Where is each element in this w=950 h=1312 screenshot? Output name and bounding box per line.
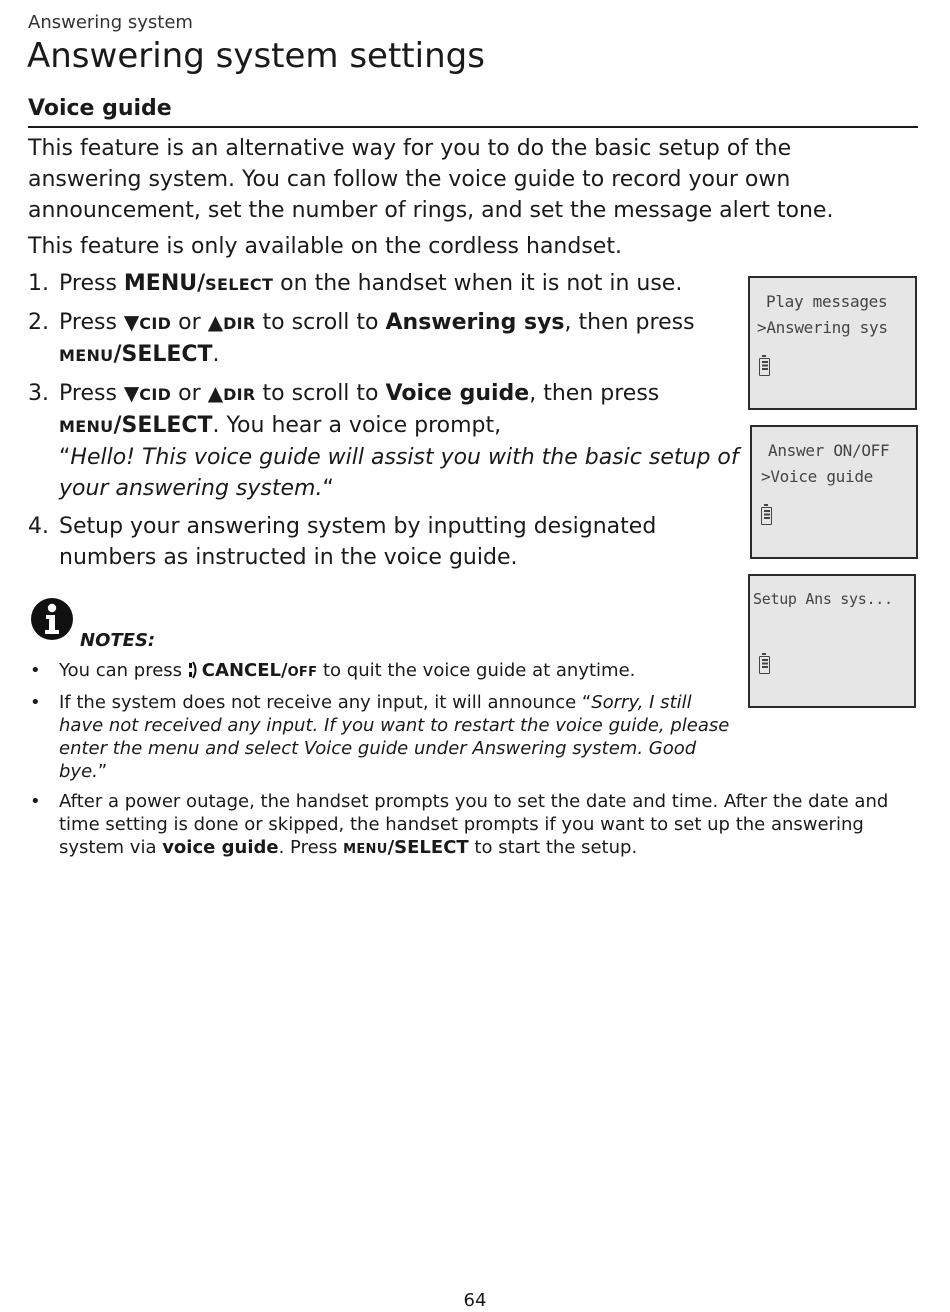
step-2 bbox=[28, 307, 748, 371]
step-text: Press bbox=[59, 381, 124, 406]
menu-key: MENU bbox=[59, 417, 114, 436]
step-text: , then press bbox=[529, 381, 660, 406]
step-text: Press bbox=[59, 271, 124, 296]
step-text: to scroll to bbox=[255, 381, 386, 406]
step-number: 2. bbox=[28, 310, 49, 335]
step-number: 3. bbox=[28, 381, 49, 406]
step-text: Setup your answering system by inputting designated numbers as instructed in the voice guide. bbox=[59, 514, 657, 570]
note-text: After a power outage, the handset prompts you to set the date and time. After the date and time setting is done or skipped, the handset prompts if you want to set up the answering system via bbox=[59, 791, 889, 858]
notes-label: NOTES: bbox=[80, 630, 156, 651]
bullet: • bbox=[30, 660, 41, 681]
handset-screen-2 bbox=[750, 425, 918, 559]
menu-target: Voice guide bbox=[385, 381, 530, 406]
screen-line-selected: >Voice guide bbox=[761, 467, 873, 486]
down-arrow-icon: ▼ bbox=[123, 310, 140, 334]
battery-icon bbox=[759, 358, 770, 376]
dir-key: DIR bbox=[223, 385, 256, 404]
select-key: SELECT bbox=[205, 275, 274, 294]
step-3 bbox=[28, 378, 748, 504]
dir-key: DIR bbox=[223, 314, 256, 333]
screen-line: Setup Ans sys... bbox=[753, 590, 893, 608]
note-item bbox=[28, 659, 918, 684]
screen-line-selected: >Answering sys bbox=[757, 318, 888, 337]
note-item bbox=[28, 790, 918, 861]
page-number: 64 bbox=[463, 1290, 487, 1311]
screen-line: Play messages bbox=[766, 292, 888, 311]
availability-paragraph: This feature is only available on the cordless handset. bbox=[28, 234, 622, 259]
section-heading: Voice guide bbox=[28, 96, 172, 121]
step-text: or bbox=[171, 381, 208, 406]
note-text: . Press bbox=[278, 837, 344, 858]
note-item bbox=[28, 691, 739, 783]
menu-key: MENU bbox=[343, 842, 388, 857]
notes-list bbox=[28, 659, 918, 868]
cancel-key: CANCEL/ bbox=[201, 660, 288, 681]
bullet: • bbox=[30, 791, 41, 812]
info-icon bbox=[30, 597, 74, 641]
menu-target: Answering sys bbox=[385, 310, 565, 335]
voice-guide-term: voice guide bbox=[162, 837, 279, 858]
note-text: to start the setup. bbox=[468, 837, 638, 858]
step-text: or bbox=[171, 310, 208, 335]
handset-screen-1 bbox=[748, 276, 917, 410]
off-key-icon bbox=[188, 661, 198, 679]
step-text: Press bbox=[59, 310, 124, 335]
announcement-quote: Sorry, I still have not received any input. If you want to restart the voice guide, please enter the menu and select Voice guide under Answering system. Good bye. bbox=[59, 692, 730, 782]
bullet: • bbox=[30, 692, 41, 713]
up-arrow-icon: ▲ bbox=[207, 310, 224, 334]
note-text: to quit the voice guide at anytime. bbox=[317, 660, 636, 681]
select-key: /SELECT bbox=[113, 342, 213, 367]
screen-line: Answer ON/OFF bbox=[768, 441, 890, 460]
note-text: You can press bbox=[59, 660, 188, 681]
note-text: If the system does not receive any input, it will announce “ bbox=[59, 692, 592, 713]
section-label: Answering system bbox=[28, 12, 193, 33]
step-text: . You hear a voice prompt, bbox=[212, 413, 502, 438]
step-text: , then press bbox=[564, 310, 695, 335]
step-4 bbox=[28, 511, 748, 573]
off-key: OFF bbox=[287, 665, 318, 680]
heading-rule bbox=[28, 126, 918, 128]
note-text: ” bbox=[97, 761, 108, 782]
intro-paragraph: This feature is an alternative way for you to do the basic setup of the answering system. You can follow the voice guide to record your own announcement, set the number of rings, and set the message alert tone. bbox=[28, 136, 834, 223]
cid-key: CID bbox=[139, 385, 172, 404]
steps-list bbox=[28, 268, 748, 580]
menu-key: MENU bbox=[59, 346, 114, 365]
page-title: Answering system settings bbox=[27, 36, 485, 76]
quote-mark: “ bbox=[59, 445, 71, 470]
select-key: /SELECT bbox=[113, 413, 213, 438]
step-text: . bbox=[212, 342, 220, 367]
step-1 bbox=[28, 268, 748, 300]
step-text: on the handset when it is not in use. bbox=[273, 271, 683, 296]
battery-icon bbox=[761, 507, 772, 525]
step-text: to scroll to bbox=[255, 310, 386, 335]
quote-mark: “ bbox=[322, 476, 334, 501]
menu-key: MENU/ bbox=[123, 271, 206, 296]
step-number: 4. bbox=[28, 514, 49, 539]
cid-key: CID bbox=[139, 314, 172, 333]
up-arrow-icon: ▲ bbox=[207, 381, 224, 405]
down-arrow-icon: ▼ bbox=[123, 381, 140, 405]
select-key: /SELECT bbox=[387, 837, 469, 858]
voice-prompt: Hello! This voice guide will assist you with the basic setup of your answering system. bbox=[59, 445, 739, 501]
step-number: 1. bbox=[28, 271, 49, 296]
